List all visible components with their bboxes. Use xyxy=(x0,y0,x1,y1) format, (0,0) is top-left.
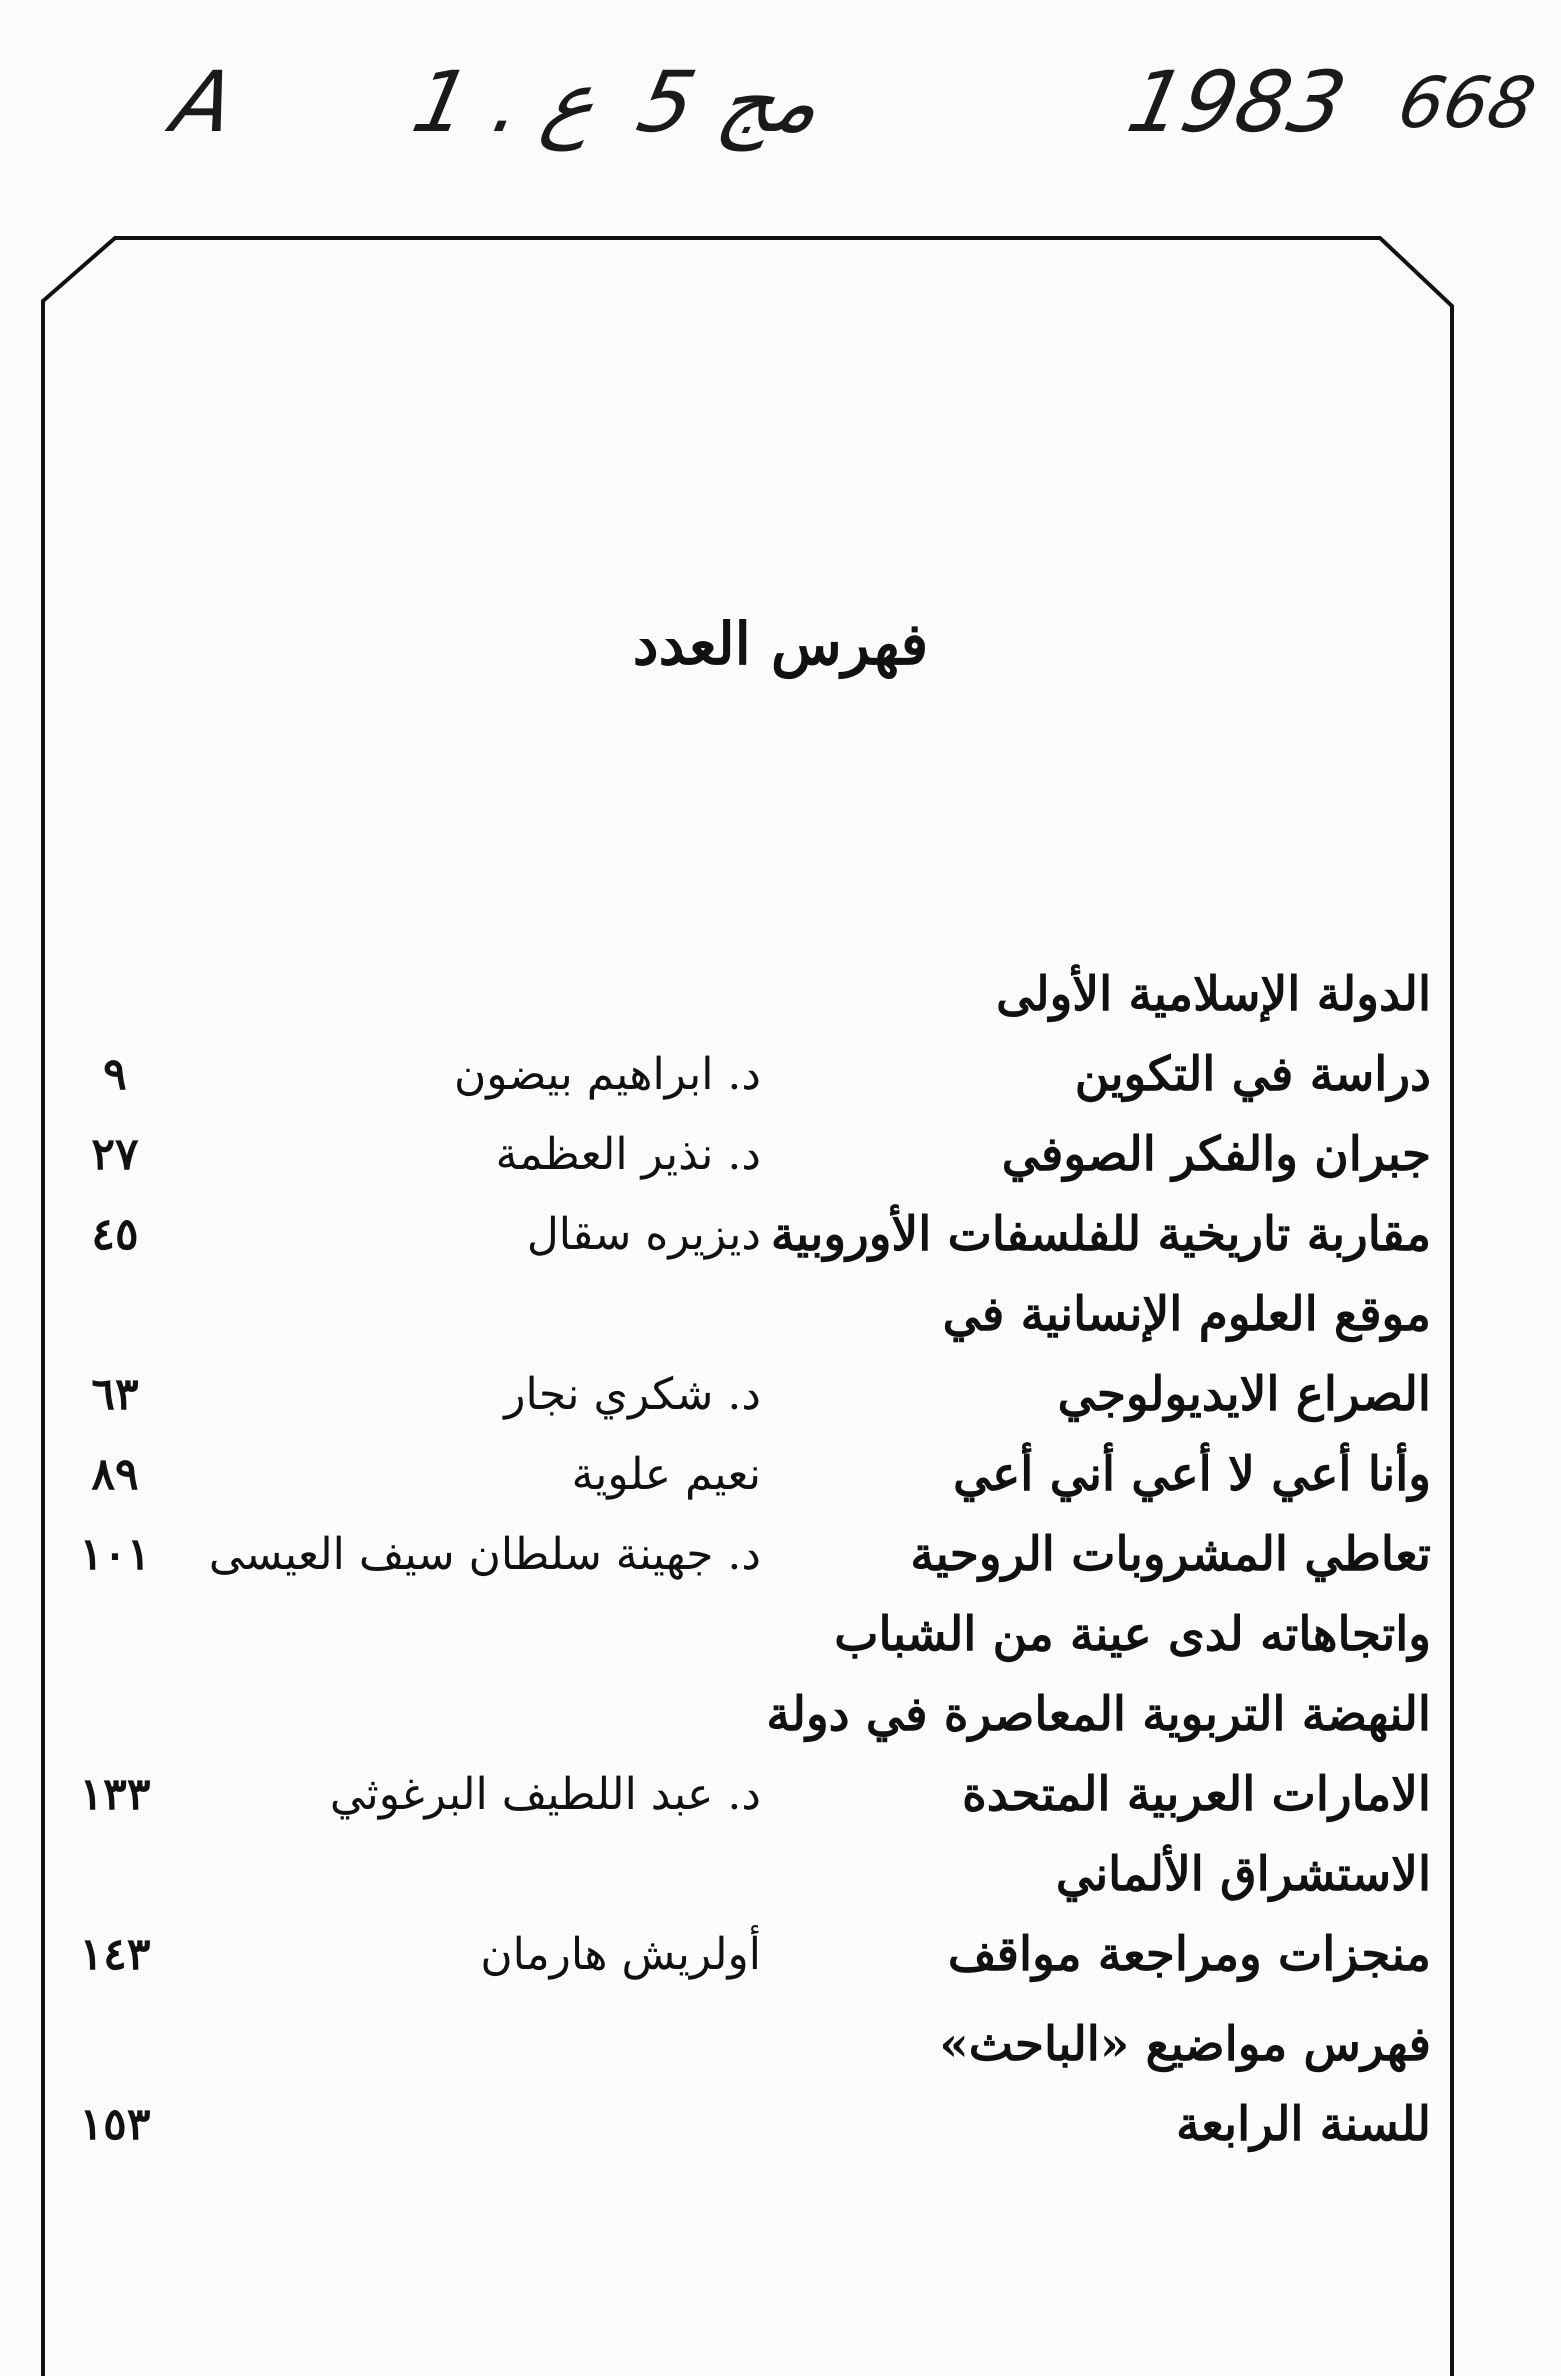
toc-entry xyxy=(0,1595,1561,1675)
entry-title: واتجاهاته لدى عينة من الشباب xyxy=(834,1607,1431,1662)
entry-title: تعاطي المشروبات الروحية xyxy=(910,1527,1431,1582)
toc-entry xyxy=(0,1675,1561,1755)
entry-page: ١٠١ xyxy=(79,1529,151,1580)
toc-entry xyxy=(0,1035,1561,1115)
handwritten-archive-note xyxy=(130,20,1543,151)
handwritten-mark: 1983 xyxy=(1119,53,1355,151)
entry-page: ٦٣ xyxy=(91,1369,139,1420)
toc-entry xyxy=(0,1115,1561,1195)
toc-entry xyxy=(0,955,1561,1035)
handwritten-mark: 668 xyxy=(1391,62,1543,144)
toc-entry xyxy=(0,1915,1561,1995)
entry-page: ١٥٣ xyxy=(79,2099,151,2150)
handwritten-mark: 5 xyxy=(629,53,704,151)
toc-entry xyxy=(0,2005,1561,2085)
entry-page: ٩ xyxy=(103,1049,127,1100)
entry-page: ٨٩ xyxy=(91,1449,139,1500)
entry-title: موقع العلوم الإنسانية في xyxy=(942,1287,1431,1342)
entry-title: الامارات العربية المتحدة xyxy=(962,1767,1431,1822)
handwritten-mark: . xyxy=(484,53,533,151)
entry-title: مقاربة تاريخية للفلسفات الأوروبية xyxy=(770,1207,1431,1262)
entry-title: جبران والفكر الصوفي xyxy=(1001,1127,1431,1182)
handwritten-mark: مج xyxy=(709,53,830,151)
entry-author: نعيم علوية xyxy=(571,1449,761,1500)
entry-author: أولريش هارمان xyxy=(480,1929,761,1980)
entry-author: د. عبد اللطيف البرغوثي xyxy=(329,1769,761,1820)
entry-title: الدولة الإسلامية الأولى xyxy=(996,967,1431,1022)
entry-title: منجزات ومراجعة مواقف xyxy=(947,1927,1431,1982)
toc-entry xyxy=(0,1435,1561,1515)
handwritten-mark: ع xyxy=(534,53,606,151)
entry-author: ديزيره سقال xyxy=(526,1209,761,1260)
entry-title: الاستشراق الألماني xyxy=(1055,1847,1431,1902)
entry-title: وأنا أعي لا أعي أني أعي xyxy=(953,1447,1431,1502)
handwritten-mark: A xyxy=(164,53,243,151)
entry-page: ١٤٣ xyxy=(79,1929,151,1980)
entry-author: د. شكري نجار xyxy=(504,1369,761,1420)
entry-page: ٤٥ xyxy=(91,1209,139,1260)
toc-entry xyxy=(0,1835,1561,1915)
entry-title: الصراع الايديولوجي xyxy=(1057,1367,1431,1422)
toc-entry xyxy=(0,1195,1561,1275)
entry-title: النهضة التربوية المعاصرة في دولة xyxy=(766,1687,1431,1742)
entry-title: للسنة الرابعة xyxy=(1176,2097,1431,2152)
entry-page: ٢٧ xyxy=(91,1129,139,1180)
entry-title: دراسة في التكوين xyxy=(1074,1047,1431,1102)
entry-page: ١٣٣ xyxy=(79,1769,151,1820)
toc-entry xyxy=(0,1515,1561,1595)
toc-entry xyxy=(0,1355,1561,1435)
entry-author: د. جهينة سلطان سيف العيسى xyxy=(208,1529,761,1580)
entry-author: د. نذير العظمة xyxy=(495,1129,761,1180)
entry-author: د. ابراهيم بيضون xyxy=(453,1049,761,1100)
toc-entry xyxy=(0,2085,1561,2165)
page-title: فهرس العدد xyxy=(632,610,929,678)
toc-entry xyxy=(0,1275,1561,1355)
handwritten-mark: 1 xyxy=(404,53,479,151)
entry-title: فهرس مواضيع «الباحث» xyxy=(939,2017,1431,2072)
toc-entry xyxy=(0,1755,1561,1835)
